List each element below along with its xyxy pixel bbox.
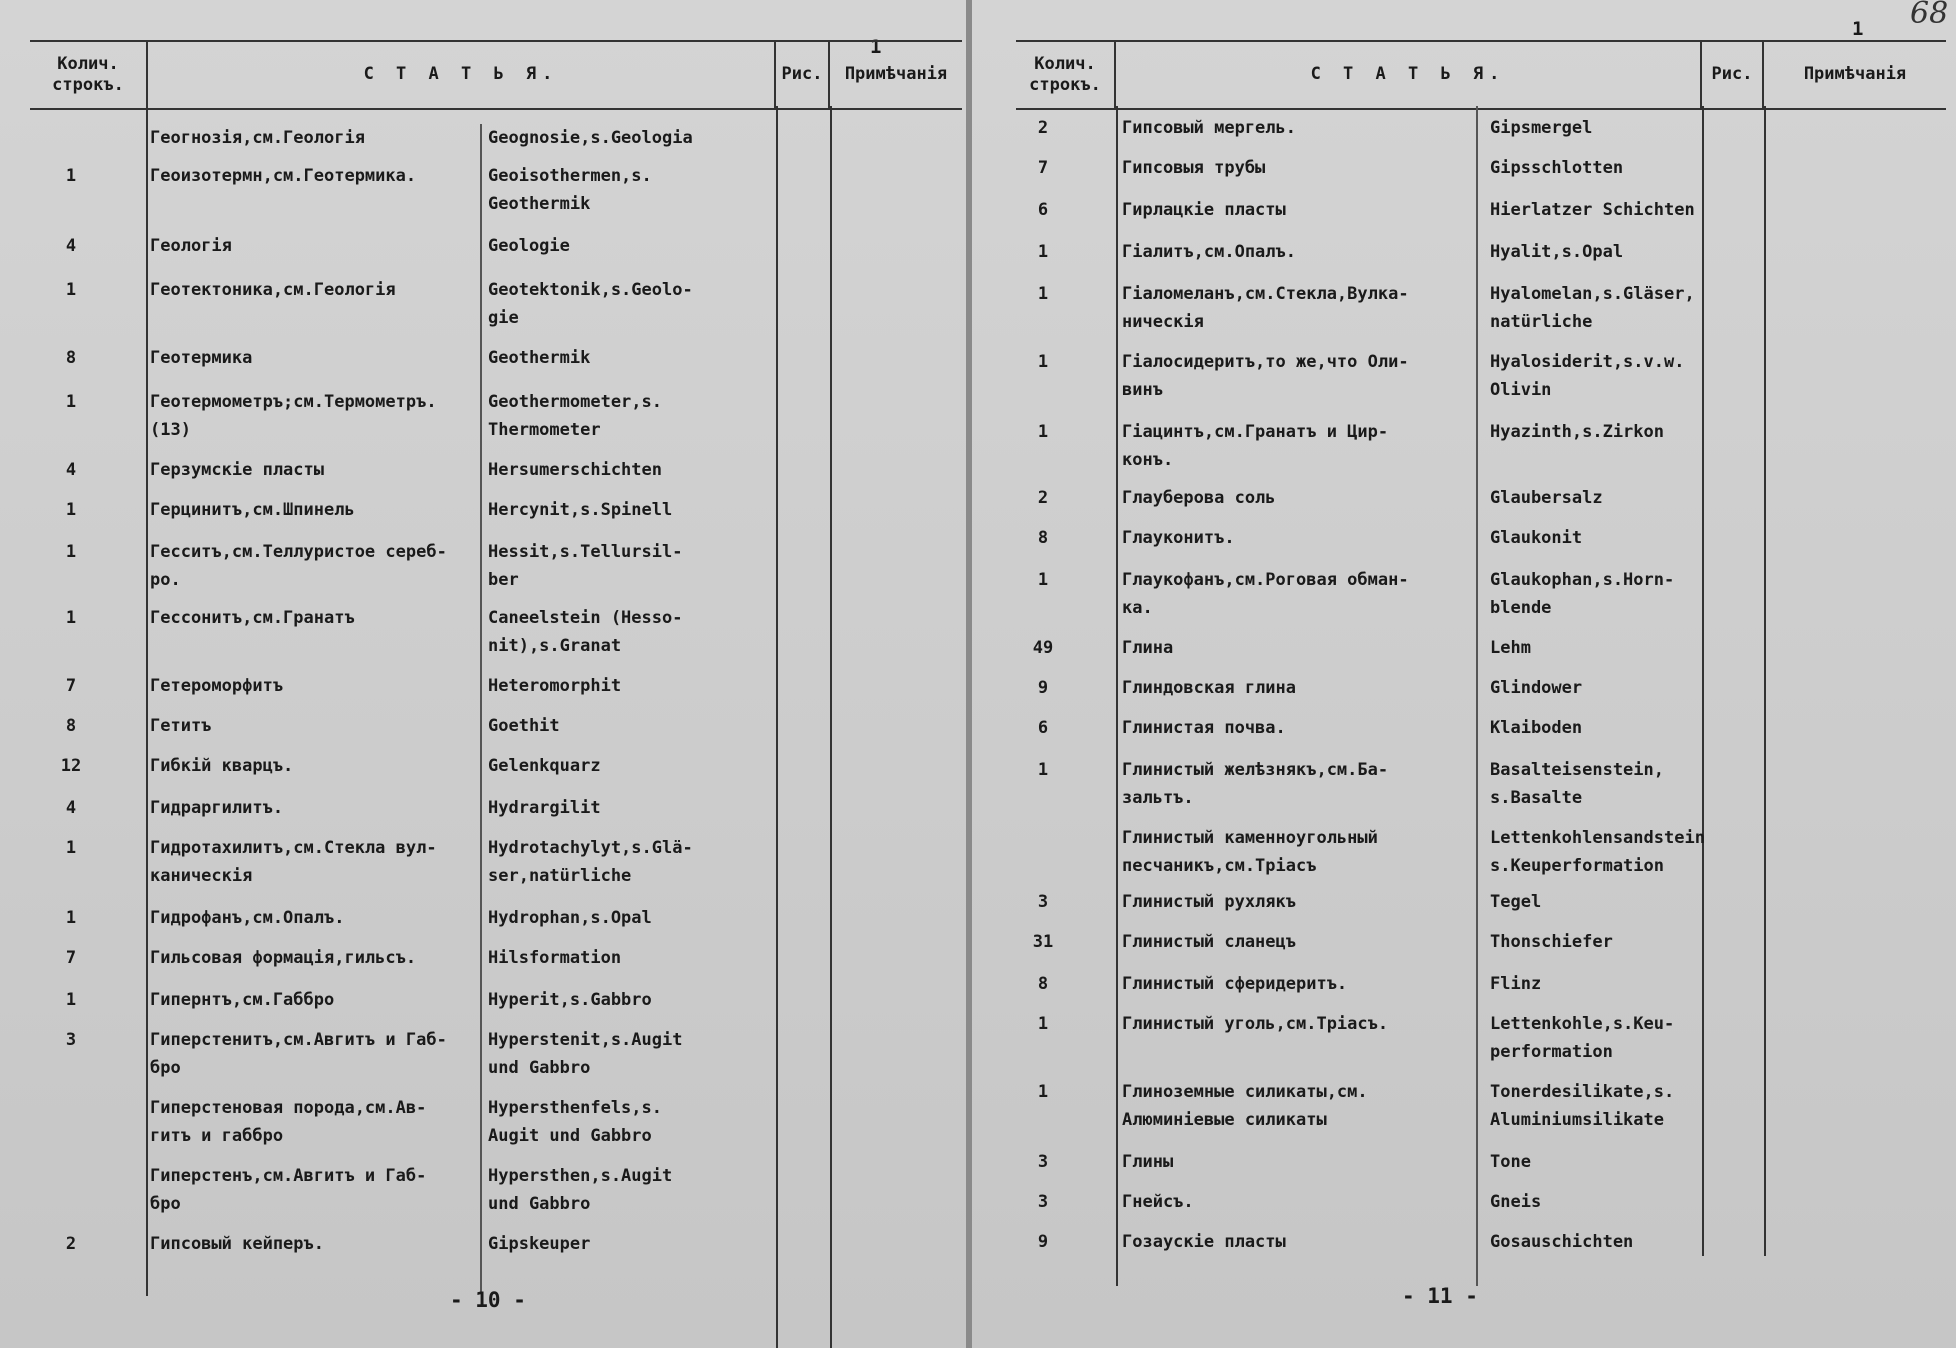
row-count: 1: [1037, 1014, 1049, 1034]
table-row: [972, 1148, 1956, 1176]
table-row: [972, 524, 1956, 552]
row-count: 1: [65, 838, 77, 858]
table-row: [972, 196, 1956, 224]
row-count: 7: [65, 676, 77, 696]
table-row: [0, 834, 966, 890]
entry-german: Hydrophan,s.Opal: [488, 908, 652, 928]
entry-german: Caneelstein (Hesso- nit),s.Granat: [488, 608, 683, 656]
table-row: [0, 712, 966, 740]
entry-german: Glaukophan,s.Horn- blende: [1490, 570, 1675, 618]
entry-german: Tegel: [1490, 892, 1542, 912]
entry-russian: Гидротахилитъ,см.Стекла вул- каническія: [150, 838, 437, 886]
entry-russian: Глинистый сферидеритъ.: [1122, 974, 1348, 994]
table-row: [972, 714, 1956, 742]
row-count: 4: [65, 460, 77, 480]
entry-german: Thonschiefer: [1490, 932, 1613, 952]
entry-russian: Гирлацкіе пласты: [1122, 200, 1286, 220]
entry-russian: Геологія: [150, 236, 232, 256]
row-count: 7: [1037, 158, 1049, 178]
row-count: 1: [65, 542, 77, 562]
entry-russian: Геотектоника,см.Геологія: [150, 280, 396, 300]
table-row: [972, 970, 1956, 998]
table-row: [972, 888, 1956, 916]
entry-german: Lehm: [1490, 638, 1531, 658]
row-count: [0, 1094, 142, 1150]
entry-russian: Гипсовый мергель.: [1122, 118, 1296, 138]
row-count: 3: [65, 1030, 77, 1050]
table-row: [0, 944, 966, 972]
header-count: Колич. строкъ.: [30, 42, 148, 108]
entry-russian: Глиноземные силикаты,см. Алюминіевые силикаты: [1122, 1082, 1368, 1130]
entry-russian: Гозаускіе пласты: [1122, 1232, 1286, 1252]
table-row: [0, 456, 966, 484]
entry-german: Hierlatzer Schichten: [1490, 200, 1695, 220]
row-count: 1: [65, 990, 77, 1010]
row-count: [0, 124, 142, 152]
entry-german: Glaubersalz: [1490, 488, 1603, 508]
entry-german: Geothermik: [488, 348, 591, 368]
row-count: 3: [1037, 892, 1049, 912]
row-count: 8: [1037, 528, 1049, 548]
table-row: [972, 1228, 1956, 1256]
row-count: 9: [1037, 678, 1049, 698]
table-row: [0, 496, 966, 524]
table-row: [972, 674, 1956, 702]
row-count: 6: [1037, 200, 1049, 220]
table-header: [1016, 40, 1946, 110]
table-header: [30, 40, 962, 110]
row-count: 1: [1037, 1082, 1049, 1102]
row-count: 1: [1037, 422, 1049, 442]
table-row: [972, 154, 1956, 182]
table-row: [972, 238, 1956, 266]
row-count: 1: [65, 608, 77, 628]
entry-german: Hilsformation: [488, 948, 622, 968]
entry-russian: Герзумскіе пласты: [150, 460, 324, 480]
entry-russian: Гидрофанъ,см.Опалъ.: [150, 908, 345, 928]
row-count: 4: [65, 798, 77, 818]
entry-german: Lettenkohle,s.Keu- performation: [1490, 1014, 1675, 1062]
row-count: 1: [1037, 760, 1049, 780]
entry-russian: Герцинитъ,см.Шпинель: [150, 500, 355, 520]
entry-russian: Глина: [1122, 638, 1174, 658]
entry-russian: Гибкій кварцъ.: [150, 756, 294, 776]
row-count: 1: [65, 166, 77, 186]
entry-german: Gosauschichten: [1490, 1232, 1634, 1252]
entry-german: Hyalosiderit,s.v.w. Olivin: [1490, 352, 1685, 400]
row-count: 7: [65, 948, 77, 968]
row-count: 12: [60, 756, 82, 776]
entry-german: Geotektonik,s.Geolo- gie: [488, 280, 693, 328]
entry-russian: Геоизотермн,см.Геотермика.: [150, 166, 417, 186]
table-row: [0, 1162, 966, 1218]
entry-german: Hessit,s.Tellursil- ber: [488, 542, 683, 590]
entry-german: Basalteisenstein, s.Basalte: [1490, 760, 1664, 808]
entry-russian: Гиперстеновая порода,см.Ав- гитъ и габбро: [150, 1098, 427, 1146]
table-row: [0, 794, 966, 822]
row-count: 1: [1037, 570, 1049, 590]
entry-russian: Глиндовская глина: [1122, 678, 1296, 698]
entry-russian: Глинистый уголь,см.Тріасъ.: [1122, 1014, 1389, 1034]
top-marker: 1: [1852, 18, 1864, 40]
table-row: [0, 1026, 966, 1082]
entry-german: Hercynit,s.Spinell: [488, 500, 673, 520]
row-count: 1: [65, 280, 77, 300]
entry-german: Geoisothermen,s. Geothermik: [488, 166, 652, 214]
entry-german: Tonerdesilikate,s. Aluminiumsilikate: [1490, 1082, 1675, 1130]
right-page: [972, 0, 1956, 1348]
entry-german: Hyalit,s.Opal: [1490, 242, 1624, 262]
entry-german: Geologie: [488, 236, 570, 256]
entry-german: Glaukonit: [1490, 528, 1583, 548]
header-notes: Примѣчанія: [844, 64, 948, 85]
row-count: 31: [1032, 932, 1054, 952]
entry-russian: Гиперстенитъ,см.Авгитъ и Габ- бро: [150, 1030, 447, 1078]
table-row: [0, 162, 966, 218]
row-count: 9: [1037, 1232, 1049, 1252]
table-row: [972, 1078, 1956, 1134]
row-count: 3: [1037, 1192, 1049, 1212]
entry-russian: Геотермика: [150, 348, 253, 368]
entry-german: Hyazinth,s.Zirkon: [1490, 422, 1664, 442]
entry-russian: Гіаломеланъ,см.Стекла,Вулка- ническія: [1122, 284, 1409, 332]
row-count: [0, 1162, 142, 1218]
left-page: [0, 0, 968, 1348]
row-count: [972, 824, 1114, 880]
entry-german: Geothermometer,s. Thermometer: [488, 392, 662, 440]
row-count: 8: [1037, 974, 1049, 994]
table-row: [0, 344, 966, 372]
row-count: 3: [1037, 1152, 1049, 1172]
entry-russian: Гессонитъ,см.Гранатъ: [150, 608, 355, 628]
table-row: [0, 604, 966, 660]
entry-german: Hydrotachylyt,s.Glä- ser,natürliche: [488, 838, 693, 886]
table-row: [0, 752, 966, 780]
entry-german: Hyperit,s.Gabbro: [488, 990, 652, 1010]
table-row: [0, 232, 966, 260]
row-count: 4: [65, 236, 77, 256]
row-count: 49: [1032, 638, 1054, 658]
entry-german: Hyperstenit,s.Augit und Gabbro: [488, 1030, 683, 1078]
entry-russian: Глинистый желѣзнякъ,см.Ба- зальтъ.: [1122, 760, 1389, 808]
entry-german: Geognosie,s.Geologia: [488, 128, 693, 148]
entry-russian: Гипсовый кейперъ.: [150, 1234, 324, 1254]
table-row: [972, 114, 1956, 142]
header-article: С Т А Т Ь Я.: [1116, 42, 1702, 108]
entry-german: Hydrargilit: [488, 798, 601, 818]
header-fig: Рис.: [776, 42, 830, 108]
entry-russian: Глауконитъ.: [1122, 528, 1235, 548]
entry-russian: Гильсовая формація,гильсъ.: [150, 948, 417, 968]
page-number: - 11 -: [1402, 1284, 1478, 1308]
header-article: С Т А Т Ь Я.: [148, 42, 776, 108]
entry-russian: Гидраргилитъ.: [150, 798, 284, 818]
entry-russian: Глинистый рухлякъ: [1122, 892, 1296, 912]
row-count: 8: [65, 716, 77, 736]
table-row: [0, 672, 966, 700]
entry-german: Tone: [1490, 1152, 1531, 1172]
handwritten-number: 68: [1910, 0, 1949, 31]
table-row: [0, 1230, 966, 1258]
entry-german: Gneis: [1490, 1192, 1542, 1212]
entry-german: Hypersthen,s.Augit und Gabbro: [488, 1166, 673, 1214]
row-count: 2: [65, 1234, 77, 1254]
entry-russian: Гипернтъ,см.Габбро: [150, 990, 335, 1010]
row-count: 1: [1037, 284, 1049, 304]
entry-russian: Гіалосидеритъ,то же,что Оли- винъ: [1122, 352, 1409, 400]
header-count: Колич. строкъ.: [1016, 42, 1116, 108]
row-count: 2: [1037, 488, 1049, 508]
table-row: [972, 280, 1956, 336]
row-count: 2: [1037, 118, 1049, 138]
table-row: [0, 276, 966, 332]
entry-russian: Геотермометръ;см.Термометръ. (13): [150, 392, 437, 440]
row-count: 1: [65, 392, 77, 412]
table-row: [972, 1010, 1956, 1066]
entry-german: Hersumerschichten: [488, 460, 662, 480]
entry-russian: Глауберова соль: [1122, 488, 1276, 508]
entry-russian: Гетероморфитъ: [150, 676, 284, 696]
table-row: [0, 1094, 966, 1150]
table-row: [972, 418, 1956, 474]
entry-russian: Гипсовыя трубы: [1122, 158, 1266, 178]
entry-german: Gelenkquarz: [488, 756, 601, 776]
entry-russian: Гетитъ: [150, 716, 212, 736]
entry-german: Gipsschlotten: [1490, 158, 1624, 178]
row-count: 1: [65, 908, 77, 928]
entry-german: Glindower: [1490, 678, 1583, 698]
table-row: [972, 756, 1956, 812]
row-count: 1: [65, 500, 77, 520]
table-row: [972, 1188, 1956, 1216]
row-count: 8: [65, 348, 77, 368]
entry-german: Gipskeuper: [488, 1234, 591, 1254]
entry-german: Goethit: [488, 716, 560, 736]
entry-russian: Гіалитъ,см.Опалъ.: [1122, 242, 1296, 262]
entry-russian: Гиперстенъ,см.Авгитъ и Габ- бро: [150, 1166, 427, 1214]
header-fig: Рис.: [1702, 42, 1764, 108]
entry-german: Lettenkohlensandstein s.Keuperformation: [1490, 828, 1705, 876]
table-row: [0, 388, 966, 444]
entry-german: Klaiboden: [1490, 718, 1583, 738]
table-row: [972, 566, 1956, 622]
table-row: [0, 904, 966, 932]
entry-german: Gipsmergel: [1490, 118, 1593, 138]
top-marker: 1: [870, 36, 882, 58]
table-row: [972, 348, 1956, 404]
entry-russian: Глинистый каменноугольный песчаникъ,см.Тріасъ: [1122, 828, 1378, 876]
row-count: 1: [1037, 352, 1049, 372]
entry-russian: Глинистый сланецъ: [1122, 932, 1296, 952]
table-row: [972, 928, 1956, 956]
entry-russian: Глинистая почва.: [1122, 718, 1286, 738]
row-count: 1: [1037, 242, 1049, 262]
entry-german: Hyalomelan,s.Gläser, natürliche: [1490, 284, 1695, 332]
table-row: [0, 124, 966, 152]
entry-german: Heteromorphit: [488, 676, 622, 696]
header-notes: Примѣчанія: [1803, 64, 1907, 85]
entry-german: Flinz: [1490, 974, 1542, 994]
entry-russian: Глаукофанъ,см.Роговая обман- ка.: [1122, 570, 1409, 618]
entry-russian: Глины: [1122, 1152, 1174, 1172]
table-row: [972, 634, 1956, 662]
entry-russian: Гесситъ,см.Теллуристое сереб- ро.: [150, 542, 447, 590]
table-row: [972, 824, 1956, 880]
table-row: [0, 538, 966, 594]
table-row: [972, 484, 1956, 512]
entry-german: Hypersthenfels,s. Augit und Gabbro: [488, 1098, 662, 1146]
entry-russian: Геогнозія,см.Геологія: [150, 128, 365, 148]
row-count: 6: [1037, 718, 1049, 738]
page-number: - 10 -: [450, 1288, 526, 1312]
table-row: [0, 986, 966, 1014]
entry-russian: Гіацинтъ,см.Гранатъ и Цир- конъ.: [1122, 422, 1389, 470]
entry-russian: Гнейсъ.: [1122, 1192, 1194, 1212]
